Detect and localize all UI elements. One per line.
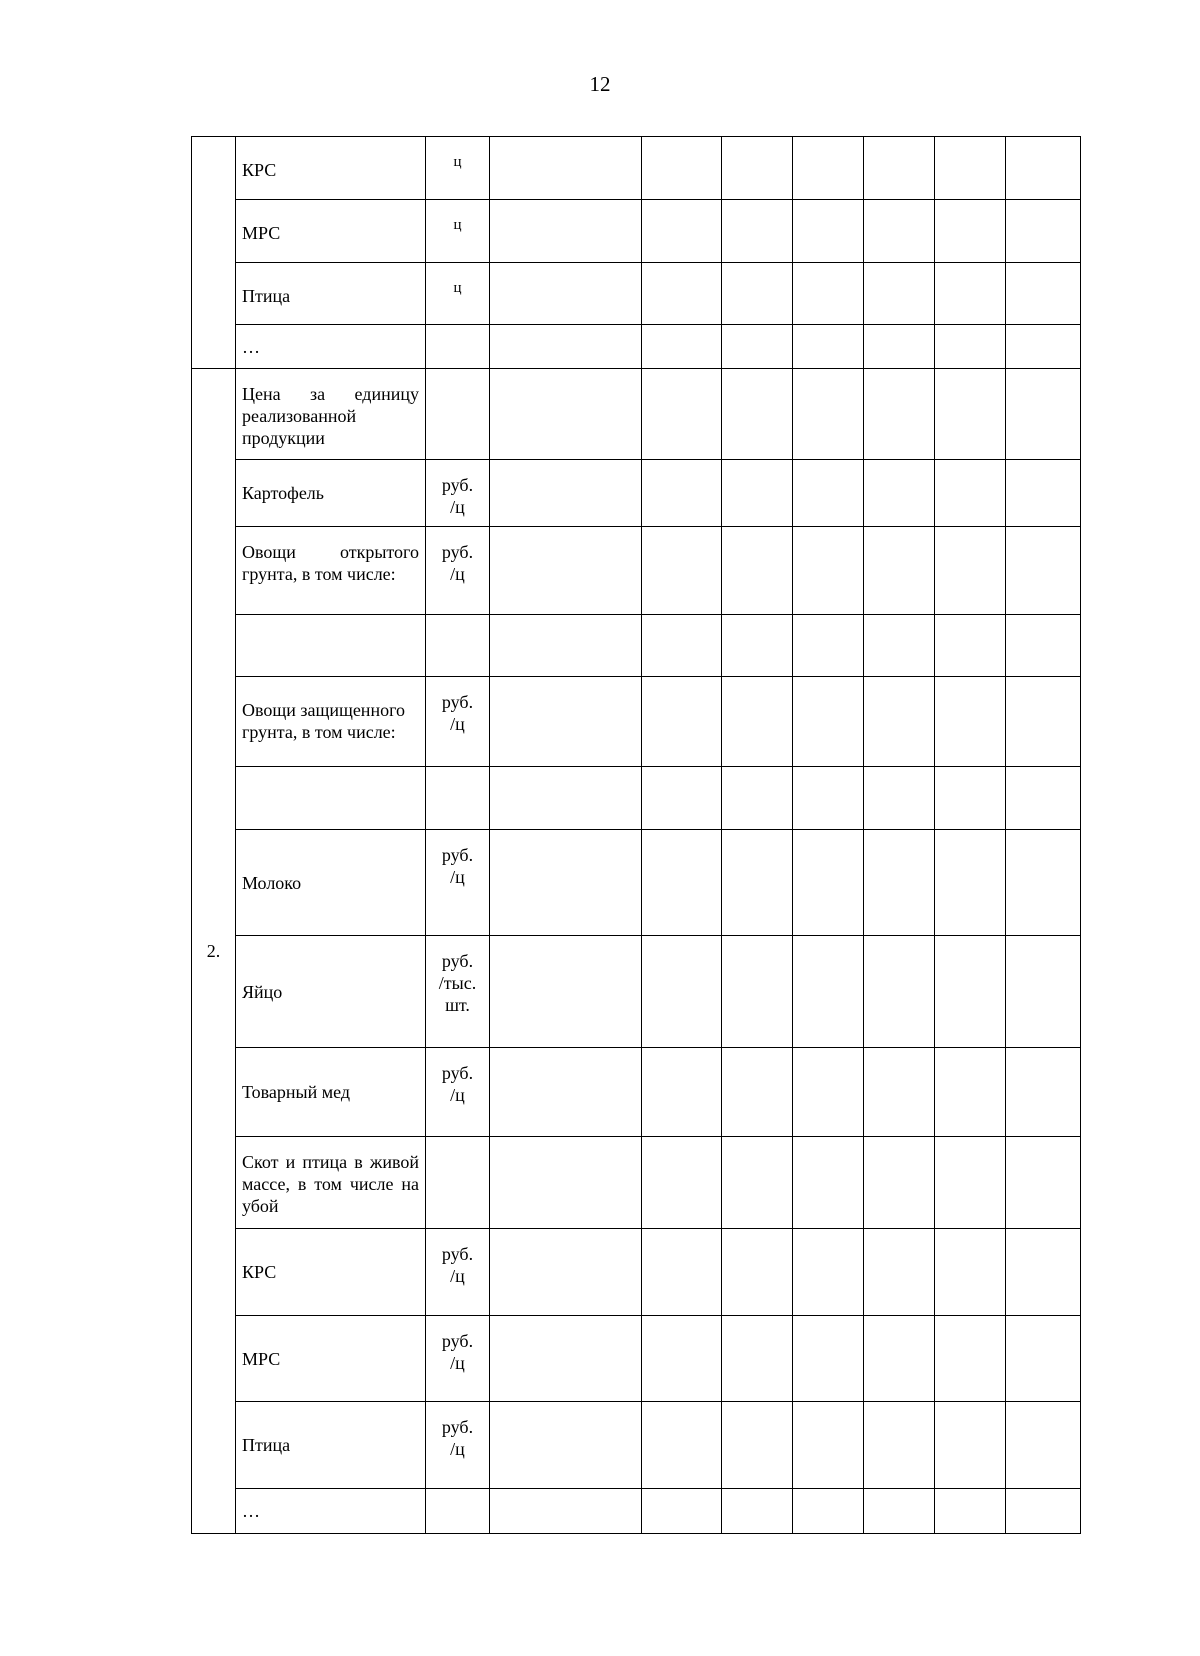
indicator-name: Картофель xyxy=(242,483,324,503)
unit-cell xyxy=(426,1489,490,1534)
indicator-name: Яйцо xyxy=(242,981,283,1002)
empty-value-cell[interactable] xyxy=(722,369,793,460)
empty-value-cell[interactable] xyxy=(490,936,642,1048)
unit-cell xyxy=(426,830,490,936)
empty-value-cell[interactable] xyxy=(1006,1048,1081,1137)
empty-value-cell[interactable] xyxy=(722,527,793,615)
table-row xyxy=(192,527,1081,615)
empty-value-cell[interactable] xyxy=(490,325,642,369)
empty-value-cell[interactable] xyxy=(793,1048,864,1137)
indicator-name-cell xyxy=(236,137,426,200)
empty-value-cell[interactable] xyxy=(935,527,1006,615)
unit-label xyxy=(426,1489,489,1503)
indicator-name-cell xyxy=(236,677,426,767)
empty-value-cell[interactable] xyxy=(864,767,935,830)
table-row xyxy=(192,1316,1081,1402)
empty-value-cell[interactable] xyxy=(1006,527,1081,615)
empty-value-cell[interactable] xyxy=(1006,1137,1081,1229)
empty-value-cell[interactable] xyxy=(642,1137,722,1229)
empty-value-cell[interactable] xyxy=(864,137,935,200)
empty-value-cell[interactable] xyxy=(490,1489,642,1534)
table-row xyxy=(192,677,1081,767)
empty-value-cell[interactable] xyxy=(1006,767,1081,830)
empty-value-cell[interactable] xyxy=(490,369,642,460)
unit-label: ц xyxy=(453,280,462,296)
empty-value-cell[interactable] xyxy=(793,1402,864,1489)
unit-label: руб. /ц xyxy=(441,1331,474,1373)
empty-value-cell[interactable] xyxy=(935,767,1006,830)
empty-value-cell[interactable] xyxy=(935,325,1006,369)
empty-value-cell[interactable] xyxy=(490,460,642,527)
unit-label: руб. /ц xyxy=(441,692,474,734)
empty-value-cell[interactable] xyxy=(642,137,722,200)
indicator-name xyxy=(242,767,419,789)
empty-value-cell[interactable] xyxy=(864,1229,935,1316)
unit-label xyxy=(426,615,489,629)
empty-value-cell[interactable] xyxy=(935,1402,1006,1489)
empty-value-cell[interactable] xyxy=(1006,1402,1081,1489)
empty-value-cell[interactable] xyxy=(490,615,642,677)
empty-value-cell[interactable] xyxy=(793,137,864,200)
indicator-name-cell xyxy=(236,1316,426,1402)
empty-value-cell[interactable] xyxy=(793,527,864,615)
empty-value-cell[interactable] xyxy=(935,1048,1006,1137)
unit-label xyxy=(426,1137,489,1151)
indicator-name: МРС xyxy=(242,223,281,243)
empty-value-cell[interactable] xyxy=(864,1402,935,1489)
unit-cell xyxy=(426,369,490,460)
empty-value-cell[interactable] xyxy=(642,615,722,677)
table-row xyxy=(192,369,1081,460)
unit-cell xyxy=(426,1048,490,1137)
empty-value-cell[interactable] xyxy=(642,263,722,325)
empty-value-cell[interactable] xyxy=(490,527,642,615)
empty-value-cell[interactable] xyxy=(642,369,722,460)
empty-value-cell[interactable] xyxy=(490,200,642,263)
empty-value-cell[interactable] xyxy=(642,1048,722,1137)
empty-value-cell[interactable] xyxy=(490,677,642,767)
unit-label: ц xyxy=(453,154,462,170)
empty-value-cell[interactable] xyxy=(793,615,864,677)
empty-value-cell[interactable] xyxy=(864,1137,935,1229)
empty-value-cell[interactable] xyxy=(642,1402,722,1489)
empty-value-cell[interactable] xyxy=(1006,369,1081,460)
empty-value-cell[interactable] xyxy=(935,936,1006,1048)
section-number-cell: 2. xyxy=(192,369,236,1534)
unit-label: руб. /тыс. шт. xyxy=(438,951,477,1015)
empty-value-cell[interactable] xyxy=(642,936,722,1048)
indicator-name-cell xyxy=(236,936,426,1048)
indicator-name: КРС xyxy=(242,1262,277,1282)
indicator-name: Скот и птица в живой массе, в том числе на убой xyxy=(242,1152,419,1216)
empty-value-cell[interactable] xyxy=(793,767,864,830)
empty-value-cell[interactable] xyxy=(642,1489,722,1534)
empty-value-cell[interactable] xyxy=(1006,325,1081,369)
empty-value-cell[interactable] xyxy=(1006,1229,1081,1316)
unit-cell xyxy=(426,1137,490,1229)
empty-value-cell[interactable] xyxy=(793,369,864,460)
empty-value-cell[interactable] xyxy=(864,1489,935,1534)
empty-value-cell[interactable] xyxy=(935,1229,1006,1316)
empty-value-cell[interactable] xyxy=(864,369,935,460)
empty-value-cell[interactable] xyxy=(722,325,793,369)
unit-cell xyxy=(426,1229,490,1316)
row-number-cell xyxy=(192,137,236,369)
empty-value-cell[interactable] xyxy=(1006,936,1081,1048)
indicator-name-cell xyxy=(236,767,426,830)
indicator-name-cell xyxy=(236,325,426,369)
empty-value-cell[interactable] xyxy=(642,1316,722,1402)
empty-value-cell[interactable] xyxy=(490,1048,642,1137)
table-row xyxy=(192,325,1081,369)
empty-value-cell[interactable] xyxy=(490,830,642,936)
empty-value-cell[interactable] xyxy=(935,369,1006,460)
empty-value-cell[interactable] xyxy=(642,527,722,615)
unit-label: ц xyxy=(453,217,462,233)
unit-label xyxy=(426,767,489,781)
empty-value-cell[interactable] xyxy=(864,830,935,936)
indicator-name: Птица xyxy=(242,1435,291,1455)
empty-value-cell[interactable] xyxy=(1006,460,1081,527)
indicator-name-cell xyxy=(236,263,426,325)
indicator-name: … xyxy=(242,1501,260,1521)
empty-value-cell[interactable] xyxy=(935,200,1006,263)
empty-value-cell[interactable] xyxy=(490,263,642,325)
empty-value-cell[interactable] xyxy=(793,1229,864,1316)
unit-label xyxy=(426,369,489,383)
table-row xyxy=(192,936,1081,1048)
indicator-name-cell xyxy=(236,615,426,677)
empty-value-cell[interactable] xyxy=(722,615,793,677)
unit-label: руб. /ц xyxy=(441,845,474,887)
empty-value-cell[interactable] xyxy=(864,460,935,527)
unit-label: руб. /ц xyxy=(441,1417,474,1459)
table-row xyxy=(192,1048,1081,1137)
empty-value-cell[interactable] xyxy=(642,200,722,263)
empty-value-cell[interactable] xyxy=(1006,137,1081,200)
empty-value-cell[interactable] xyxy=(1006,263,1081,325)
empty-value-cell[interactable] xyxy=(793,1489,864,1534)
empty-value-cell[interactable] xyxy=(864,615,935,677)
unit-cell xyxy=(426,767,490,830)
table-row xyxy=(192,200,1081,263)
table-row xyxy=(192,830,1081,936)
indicator-name xyxy=(242,615,419,637)
table-row xyxy=(192,767,1081,830)
empty-value-cell[interactable] xyxy=(642,325,722,369)
empty-value-cell[interactable] xyxy=(722,936,793,1048)
unit-cell xyxy=(426,677,490,767)
unit-cell xyxy=(426,936,490,1048)
table-row xyxy=(192,1489,1081,1534)
empty-value-cell[interactable] xyxy=(935,615,1006,677)
empty-value-cell[interactable] xyxy=(722,677,793,767)
indicator-name: Птица xyxy=(242,286,291,306)
indicator-name-cell xyxy=(236,527,426,615)
unit-label: руб. /ц xyxy=(441,1244,474,1286)
empty-value-cell[interactable] xyxy=(793,325,864,369)
empty-value-cell[interactable] xyxy=(490,137,642,200)
empty-value-cell[interactable] xyxy=(490,767,642,830)
empty-value-cell[interactable] xyxy=(722,1316,793,1402)
empty-value-cell[interactable] xyxy=(793,1316,864,1402)
table-row xyxy=(192,615,1081,677)
empty-value-cell[interactable] xyxy=(722,1402,793,1489)
empty-value-cell[interactable] xyxy=(864,527,935,615)
indicator-name-cell xyxy=(236,1489,426,1534)
empty-value-cell[interactable] xyxy=(722,200,793,263)
unit-label: руб. /ц xyxy=(441,475,474,517)
unit-cell xyxy=(426,200,490,263)
empty-value-cell[interactable] xyxy=(793,200,864,263)
empty-value-cell[interactable] xyxy=(490,1316,642,1402)
indicator-name: Товарный мед xyxy=(242,1082,351,1102)
empty-value-cell[interactable] xyxy=(935,1137,1006,1229)
empty-value-cell[interactable] xyxy=(864,263,935,325)
empty-value-cell[interactable] xyxy=(1006,1316,1081,1402)
empty-value-cell[interactable] xyxy=(490,1402,642,1489)
table-row xyxy=(192,263,1081,325)
empty-value-cell[interactable] xyxy=(793,460,864,527)
empty-value-cell[interactable] xyxy=(793,830,864,936)
empty-value-cell[interactable] xyxy=(864,325,935,369)
unit-label xyxy=(426,325,489,339)
empty-value-cell[interactable] xyxy=(722,460,793,527)
empty-value-cell[interactable] xyxy=(722,767,793,830)
empty-value-cell[interactable] xyxy=(864,677,935,767)
empty-value-cell[interactable] xyxy=(722,1137,793,1229)
empty-value-cell[interactable] xyxy=(864,936,935,1048)
empty-value-cell[interactable] xyxy=(935,460,1006,527)
unit-label: руб. /ц xyxy=(441,1063,474,1105)
empty-value-cell[interactable] xyxy=(1006,200,1081,263)
indicator-name-cell xyxy=(236,200,426,263)
unit-label: руб. /ц xyxy=(441,542,474,584)
unit-cell xyxy=(426,325,490,369)
unit-cell xyxy=(426,137,490,200)
indicator-name: Овощи открытого грунта, в том числе: xyxy=(242,542,419,584)
indicator-name: Молоко xyxy=(242,872,302,893)
empty-value-cell[interactable] xyxy=(722,830,793,936)
page-number: 12 xyxy=(589,72,611,96)
empty-value-cell[interactable] xyxy=(722,1229,793,1316)
indicator-name-cell xyxy=(236,1048,426,1137)
empty-value-cell[interactable] xyxy=(935,1489,1006,1534)
empty-value-cell[interactable] xyxy=(642,677,722,767)
empty-value-cell[interactable] xyxy=(722,1489,793,1534)
indicator-name-cell xyxy=(236,460,426,527)
unit-cell xyxy=(426,1316,490,1402)
indicator-name: Овощи защищенного грунта, в том числе: xyxy=(242,700,406,742)
empty-value-cell[interactable] xyxy=(1006,1489,1081,1534)
empty-value-cell[interactable] xyxy=(642,830,722,936)
empty-value-cell[interactable] xyxy=(490,1229,642,1316)
empty-value-cell[interactable] xyxy=(722,137,793,200)
indicator-name-cell xyxy=(236,369,426,460)
table-row xyxy=(192,1137,1081,1229)
table-row xyxy=(192,460,1081,527)
empty-value-cell[interactable] xyxy=(935,830,1006,936)
indicator-name-cell xyxy=(236,1402,426,1489)
unit-cell xyxy=(426,527,490,615)
empty-value-cell[interactable] xyxy=(864,1316,935,1402)
empty-value-cell[interactable] xyxy=(935,1316,1006,1402)
unit-cell xyxy=(426,1402,490,1489)
empty-value-cell[interactable] xyxy=(722,263,793,325)
indicator-name: КРС xyxy=(242,160,277,180)
indicator-name: МРС xyxy=(242,1348,281,1369)
empty-value-cell[interactable] xyxy=(642,767,722,830)
table-row xyxy=(192,1229,1081,1316)
empty-value-cell[interactable] xyxy=(642,1229,722,1316)
empty-value-cell[interactable] xyxy=(864,200,935,263)
indicator-name: Цена за единицу реализованной продукции xyxy=(242,384,419,448)
empty-value-cell[interactable] xyxy=(864,1048,935,1137)
empty-value-cell[interactable] xyxy=(935,677,1006,767)
empty-value-cell[interactable] xyxy=(1006,677,1081,767)
empty-value-cell[interactable] xyxy=(793,677,864,767)
empty-value-cell[interactable] xyxy=(793,1137,864,1229)
table-row xyxy=(192,137,1081,200)
empty-value-cell[interactable] xyxy=(1006,830,1081,936)
table-row xyxy=(192,1402,1081,1489)
indicator-name: … xyxy=(242,336,260,357)
unit-cell xyxy=(426,460,490,527)
indicator-name-cell xyxy=(236,1137,426,1229)
indicator-table xyxy=(191,136,1081,1534)
empty-value-cell[interactable] xyxy=(1006,615,1081,677)
indicator-name-cell xyxy=(236,1229,426,1316)
empty-value-cell[interactable] xyxy=(490,1137,642,1229)
empty-value-cell[interactable] xyxy=(935,263,1006,325)
unit-cell xyxy=(426,615,490,677)
unit-cell xyxy=(426,263,490,325)
empty-value-cell[interactable] xyxy=(642,460,722,527)
indicator-name-cell xyxy=(236,830,426,936)
empty-value-cell[interactable] xyxy=(935,137,1006,200)
empty-value-cell[interactable] xyxy=(793,263,864,325)
empty-value-cell[interactable] xyxy=(722,1048,793,1137)
empty-value-cell[interactable] xyxy=(793,936,864,1048)
